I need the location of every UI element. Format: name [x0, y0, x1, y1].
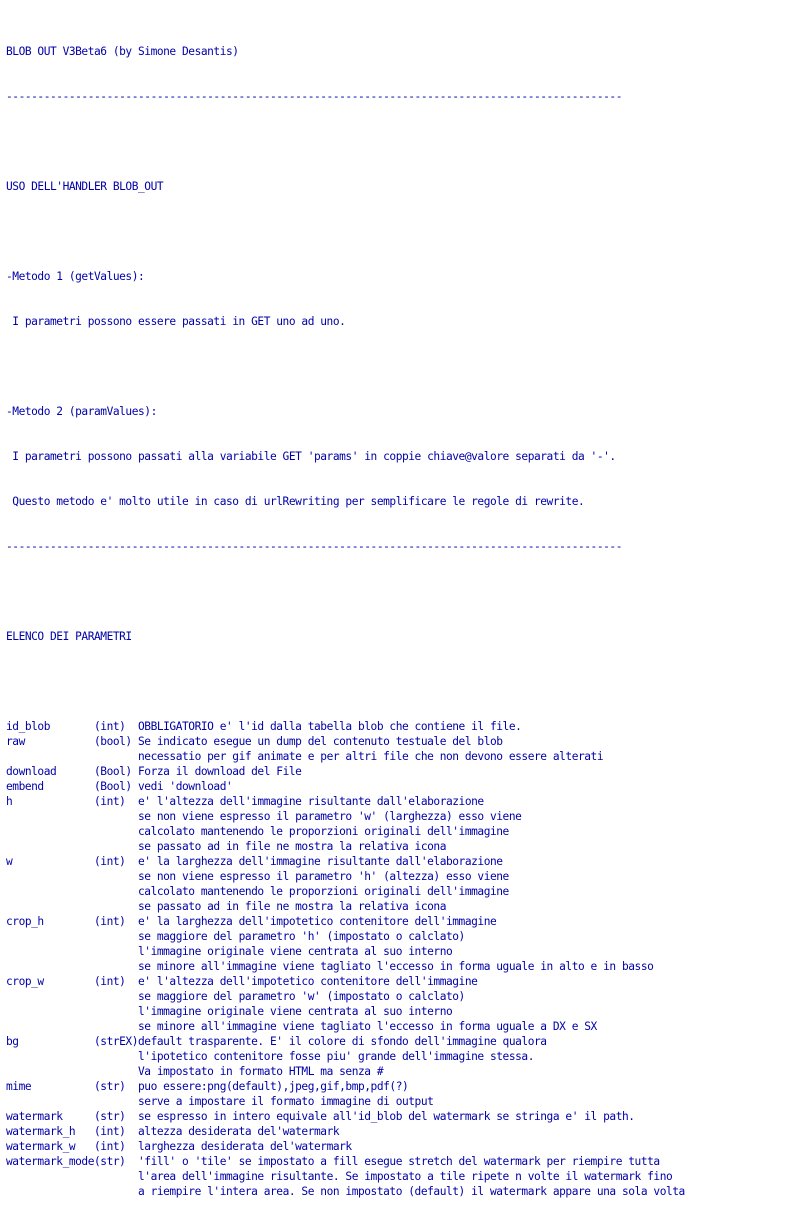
blank-line [6, 359, 796, 374]
param-description: l'immagine originale viene centrata al suo interno [138, 945, 453, 958]
param-first-line [6, 719, 796, 734]
param-description: se minore all'immagine viene tagliato l'eccesso in forma uguale a DX e SX [138, 1020, 597, 1033]
usage-heading: USO DELL'HANDLER BLOB_OUT [6, 180, 164, 193]
param-first-line [6, 1124, 796, 1139]
param-name: crop_w [6, 975, 94, 988]
indent [6, 930, 138, 943]
param-description: calcolato mantenendo le proporzioni originali dell'immagine [138, 885, 509, 898]
param-name: bg [6, 1035, 94, 1048]
param-description: default trasparente. E' il colore di sfondo dell'immagine qualora [138, 1035, 547, 1048]
param-row [6, 1079, 796, 1109]
indent [6, 900, 138, 913]
param-description: se passato ad in file ne mostra la relativa icona [138, 840, 446, 853]
param-type: (str) [94, 1080, 138, 1093]
param-type: (Bool) [94, 780, 138, 793]
param-first-line [6, 854, 796, 869]
param-description: puo essere:png(default),jpeg,gif,bmp,pdf(?) [138, 1080, 409, 1093]
param-row [6, 974, 796, 1034]
param-description: necessatio per gif animate e per altri file che non devono essere alterati [138, 750, 604, 763]
param-name: id_blob [6, 720, 94, 733]
params-list [6, 719, 796, 1199]
separator-line: -------------------------------------------------------------------------------------------------- [6, 90, 622, 103]
param-description: Va impostato in formato HTML ma senza # [138, 1065, 384, 1078]
param-type: (int) [94, 1125, 138, 1138]
param-row [6, 1109, 796, 1124]
param-name: watermark [6, 1110, 94, 1123]
param-first-line [6, 1139, 796, 1154]
param-row [6, 764, 796, 779]
param-first-line [6, 914, 796, 929]
param-description: se maggiore del parametro 'h' (impostato o calclato) [138, 930, 465, 943]
param-first-line [6, 779, 796, 794]
param-row [6, 734, 796, 764]
param-continuation-line [6, 749, 796, 764]
method1-title: -Metodo 1 (getValues): [6, 270, 145, 283]
param-first-line [6, 764, 796, 779]
param-continuation-line [6, 989, 796, 1004]
param-row [6, 719, 796, 734]
indent [6, 1020, 138, 1033]
param-continuation-line [6, 1064, 796, 1079]
param-row [6, 1139, 796, 1154]
param-description: e' la larghezza dell'immagine risultante dall'elaborazione [138, 855, 503, 868]
param-type: (Bool) [94, 765, 138, 778]
param-description: l'immagine originale viene centrata al suo interno [138, 1005, 453, 1018]
param-first-line [6, 1109, 796, 1124]
param-description: se non viene espresso il parametro 'w' (larghezza) esso viene [138, 810, 522, 823]
indent [6, 1005, 138, 1018]
param-row [6, 1124, 796, 1139]
param-type: (int) [94, 855, 138, 868]
param-description: l'area dell'immagine risultante. Se impostato a tile ripete n volte il watermark fino [138, 1170, 673, 1183]
blank-line [6, 674, 796, 689]
param-row [6, 1154, 796, 1199]
param-description: serve a impostare il formato immagine di output [138, 1095, 434, 1108]
indent [6, 945, 138, 958]
param-description: se espresso in intero equivale all'id_blob del watermark se stringa e' il path. [138, 1110, 635, 1123]
document-body [6, 14, 796, 1214]
param-name: w [6, 855, 94, 868]
param-continuation-line [6, 839, 796, 854]
param-description: 'fill' o 'tile' se impostato a fill esegue stretch del watermark per riempire tutta [138, 1155, 660, 1168]
param-description: vedi 'download' [138, 780, 233, 793]
param-description: a riempire l'intera area. Se non impostato (default) il watermark appare una sola volta [138, 1185, 685, 1198]
param-continuation-line [6, 899, 796, 914]
param-continuation-line [6, 1004, 796, 1019]
param-continuation-line [6, 929, 796, 944]
param-type: (bool) [94, 735, 138, 748]
params-heading: ELENCO DEI PARAMETRI [6, 630, 132, 643]
param-description: OBBLIGATORIO e' l'id dalla tabella blob che contiene il file. [138, 720, 522, 733]
indent [6, 885, 138, 898]
param-continuation-line [6, 1019, 796, 1034]
param-description: se maggiore del parametro 'w' (impostato o calclato) [138, 990, 465, 1003]
param-type: (int) [94, 720, 138, 733]
param-type: (str) [94, 1110, 138, 1123]
param-name: mime [6, 1080, 94, 1093]
param-description: se passato ad in file ne mostra la relativa icona [138, 900, 446, 913]
document-title: BLOB OUT V3Beta6 (by Simone Desantis) [6, 45, 239, 58]
param-type: (int) [94, 795, 138, 808]
indent [6, 990, 138, 1003]
method2-line: Questo metodo e' molto utile in caso di urlRewriting per semplificare le regole di rewrite. [6, 495, 585, 508]
param-row [6, 1034, 796, 1079]
param-row [6, 794, 796, 854]
param-name: watermark_h [6, 1125, 94, 1138]
param-first-line [6, 1034, 796, 1049]
param-continuation-line [6, 869, 796, 884]
param-row [6, 779, 796, 794]
indent [6, 810, 138, 823]
indent [6, 1065, 138, 1078]
param-type: (int) [94, 1140, 138, 1153]
param-type: (int) [94, 915, 138, 928]
param-type: (int) [94, 975, 138, 988]
param-row [6, 854, 796, 914]
param-first-line [6, 1154, 796, 1169]
param-description: calcolato mantenendo le proporzioni originali dell'immagine [138, 825, 509, 838]
param-name: crop_h [6, 915, 94, 928]
blank-line [6, 584, 796, 599]
param-description: l'ipotetico contenitore fosse piu' grande dell'immagine stessa. [138, 1050, 534, 1063]
blank-line [6, 134, 796, 149]
param-description: e' l'altezza dell'immagine risultante dall'elaborazione [138, 795, 484, 808]
param-first-line [6, 734, 796, 749]
indent [6, 1095, 138, 1108]
param-type: (str) [94, 1155, 138, 1168]
param-description: e' l'altezza dell'impotetico contenitore dell'immagine [138, 975, 478, 988]
param-name: h [6, 795, 94, 808]
param-continuation-line [6, 1094, 796, 1109]
method2-line: I parametri possono passati alla variabile GET 'params' in coppie chiave@valore separati da '-'. [6, 450, 616, 463]
param-name: embend [6, 780, 94, 793]
param-description: altezza desiderata del'watermark [138, 1125, 340, 1138]
param-continuation-line [6, 809, 796, 824]
param-first-line [6, 794, 796, 809]
param-continuation-line [6, 824, 796, 839]
param-type: (strEX) [94, 1035, 138, 1048]
param-description: e' la larghezza dell'impotetico contenitore dell'immagine [138, 915, 497, 928]
param-row [6, 914, 796, 974]
param-name: raw [6, 735, 94, 748]
indent [6, 1185, 138, 1198]
method1-line: I parametri possono essere passati in GET uno ad uno. [6, 315, 346, 328]
param-continuation-line [6, 1184, 796, 1199]
indent [6, 1050, 138, 1063]
param-description: larghezza desiderata del'watermark [138, 1140, 352, 1153]
param-description: se minore all'immagine viene tagliato l'eccesso in forma uguale in alto e in basso [138, 960, 654, 973]
indent [6, 870, 138, 883]
param-name: watermark_w [6, 1140, 94, 1153]
param-first-line [6, 974, 796, 989]
param-continuation-line [6, 884, 796, 899]
param-description: Forza il download del File [138, 765, 302, 778]
param-description: se non viene espresso il parametro 'h' (altezza) esso viene [138, 870, 509, 883]
param-name: download [6, 765, 94, 778]
param-continuation-line [6, 959, 796, 974]
param-description: Se indicato esegue un dump del contenuto testuale del blob [138, 735, 503, 748]
param-continuation-line [6, 1049, 796, 1064]
param-continuation-line [6, 944, 796, 959]
param-name: watermark_mode [6, 1155, 94, 1168]
param-first-line [6, 1079, 796, 1094]
param-continuation-line [6, 1169, 796, 1184]
blank-line [6, 224, 796, 239]
indent [6, 825, 138, 838]
indent [6, 960, 138, 973]
method2-title: -Metodo 2 (paramValues): [6, 405, 157, 418]
indent [6, 750, 138, 763]
separator-line: -------------------------------------------------------------------------------------------------- [6, 540, 622, 553]
indent [6, 1170, 138, 1183]
indent [6, 840, 138, 853]
